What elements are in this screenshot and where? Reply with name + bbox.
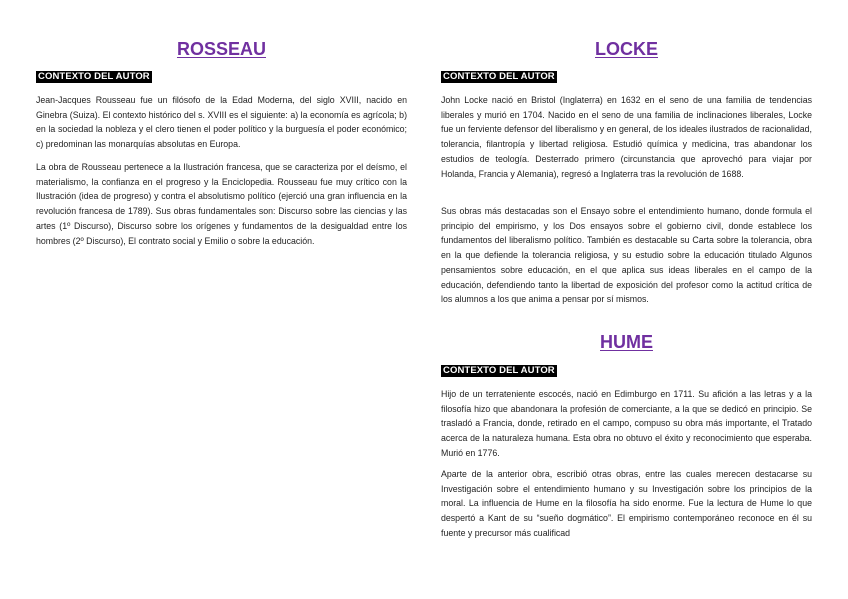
locke-heading: LOCKE [595,39,658,59]
hume-heading: HUME [600,332,653,352]
hume-paragraph-1: Hijo de un terrateniente escocés, nació en Edimburgo en 1711. Su afición a las letras y a la filosofía hizo que abandonara la profesión de comerciante, a la que se dedicó en principio. Se trasladó a Francia, donde, retirado en el campo, compuso su obra más importante, el Tratado acerca de la naturaleza humana. Esta obra no obtuvo el éxito y reconocimiento que esperaba. Murió en 1776. [441,389,812,458]
hume-paragraph-2: Aparte de la anterior obra, escribió otras obras, entre las cuales merecen destacarse su Investigación sobre el entendimiento humano y su Investigación sobre los principios de la moral. La influencia de Hume en la filosofía ha sido enorme. Fue la lectura de Hume lo que despertó a Kant de su “sueño dogmático”. El empirismo contemporáneo reconoce en él su fuente y precursor más cualificad [441,469,812,538]
locke-paragraph-2: Sus obras más destacadas son el Ensayo sobre el entendimiento humano, donde formula el principio del empirismo, y los Dos ensayos sobre el gobierno civil, donde establece los fundamentos del liberalismo político. También es destacable su Carta sobre la tolerancia, obra en la que defiende la tolerancia religiosa, y su estudio sobre la educación titulado Algunos pensamientos sobre educación, en el que aplica sus ideas liberales en el campo de la educación, defendiendo tanto la libertad de exposición del profesor como la actitud crítica de los alumnos a los que anima a pensar por sí mismos. [441,206,812,305]
rosseau-paragraph-2: La obra de Rousseau pertenece a la Ilustración francesa, que se caracteriza por el deísmo, el materialismo, la confianza en el progreso y la Enciclopedia. Rousseau fue muy crítico con la Ilustración (idea de progreso) y contra el absolutismo político (ejerció una gran influencia en la revolución francesa de 1789). Sus obras fundamentales son: Discurso sobre las ciencias y las artes (1º Discurso), Discurso sobre los orígenes y fundamentos de la desigualdad entre los hombres (2º Discurso), El contrato social y Emilio o sobre la educación. [36,162,407,246]
hume-context-label: CONTEXTO DEL AUTOR [443,365,555,376]
locke-paragraph-1: John Locke nació en Bristol (Inglaterra) en 1632 en el seno de una familia de tendencias liberales y murió en 1704. Nacido en el seno de una familia de inclinaciones liberales, Locke fue un ferviente defensor del liberalismo y en general, de los ideales ilustrados de racionalidad, tolerancia, filantropía y libertad religiosa. Estudió química y medicina, tras abandonar los estudios de teología. Desterrado primero (circunstancia que aprovechó para viajar por Holanda, Francia y Alemania), regresó a Inglaterra tras la revolución de 1688. [441,95,812,179]
locke-context-label: CONTEXTO DEL AUTOR [443,71,555,82]
rosseau-paragraph-1: Jean-Jacques Rousseau fue un filósofo de la Edad Moderna, del siglo XVIII, nacido en Ginebra (Suiza). El contexto histórico del s. XVIII es el siguiente: a) la economía es agrícola; b) en la sociedad la nobleza y el clero tienen el poder político y la burguesía el poder económico; c) predominan las monarquías absolutas en Europa. [36,95,407,150]
rosseau-heading: ROSSEAU [176,39,266,59]
rosseau-context-label: CONTEXTO DEL AUTOR [38,71,150,82]
